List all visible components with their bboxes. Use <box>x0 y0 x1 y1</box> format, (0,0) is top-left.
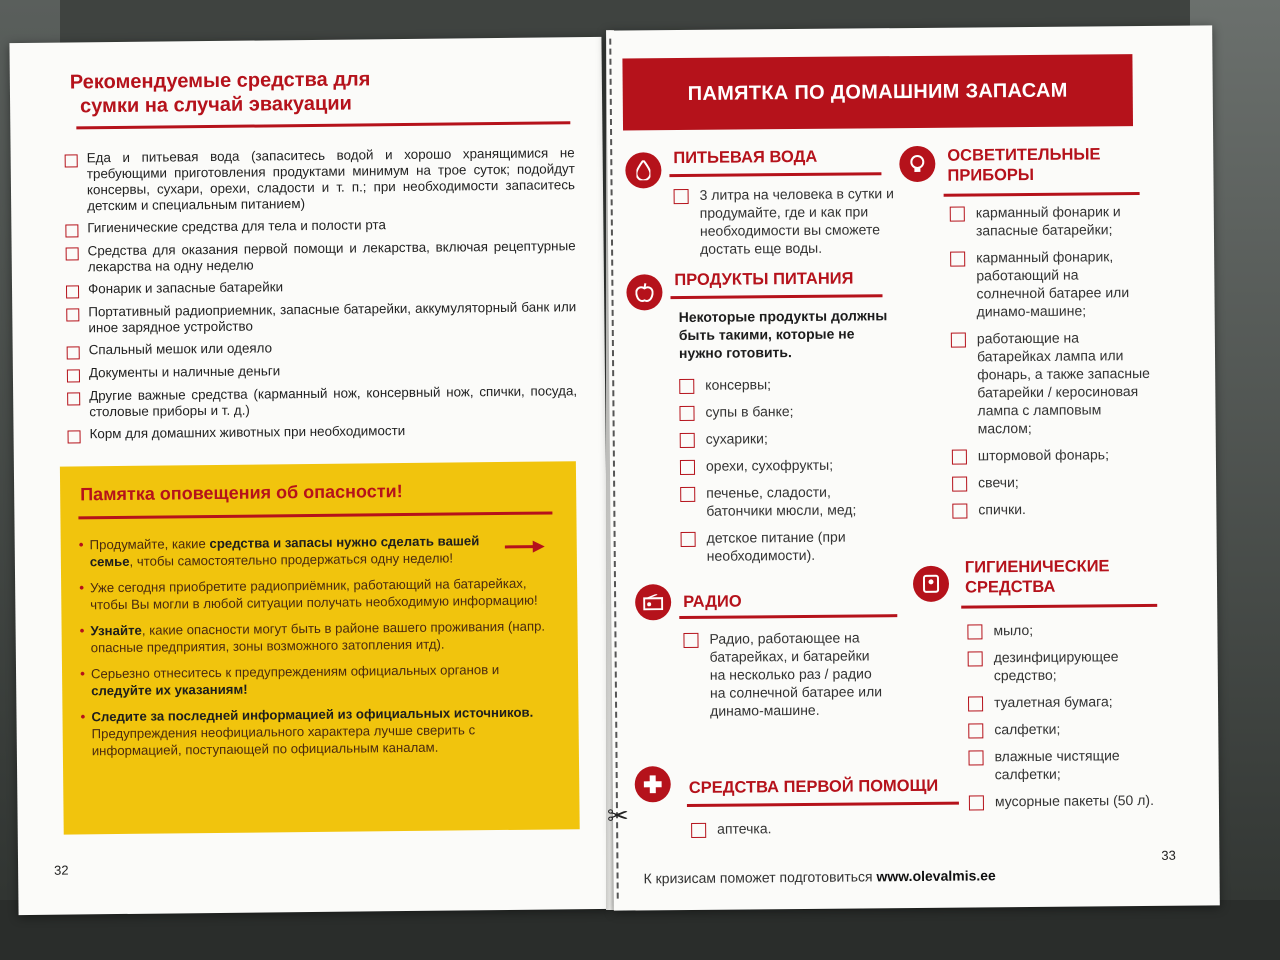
heading-line-2: сумки на случай эвакуации <box>80 92 352 118</box>
checklist-item <box>680 428 896 448</box>
checkbox[interactable] <box>680 433 695 448</box>
checkbox[interactable] <box>968 750 983 765</box>
checklist-item-text: карманный фонарик, работающий на солнечной батарее или динамо-машине; <box>976 248 1130 320</box>
checklist-item <box>67 360 577 382</box>
checkbox[interactable] <box>67 369 80 382</box>
checklist-item-text: свечи; <box>978 474 1019 491</box>
water-drop-icon <box>625 152 661 188</box>
checkbox[interactable] <box>968 696 983 711</box>
checklist-item-text: Средства для оказания первой помощи и лекарства, включая рецептурные лекарства на одну неделю <box>87 238 576 275</box>
checkbox[interactable] <box>951 333 966 348</box>
bullet-text: Узнайте, какие опасности могут быть в районе вашего проживания (напр. опасные предприятия, зоны возможного затопления итд). <box>90 618 546 656</box>
footer-text: К кризисам поможет подготовиться <box>643 868 877 887</box>
water-rule <box>669 172 881 177</box>
alert-memo-box <box>60 461 580 834</box>
water-title: ПИТЬЕВАЯ ВОДА <box>673 147 818 168</box>
checklist-item <box>968 746 1158 784</box>
checklist-item <box>679 374 895 394</box>
alert-bullet <box>79 575 549 614</box>
checklist-item <box>67 337 577 359</box>
checklist-item-text: влажные чистящие салфетки; <box>994 747 1120 783</box>
checkbox[interactable] <box>66 247 79 260</box>
checklist-item <box>951 328 1152 438</box>
first-aid-cross-icon <box>635 766 671 802</box>
alert-bullet <box>80 703 551 759</box>
checkbox[interactable] <box>968 651 983 666</box>
hygiene-title <box>965 556 1110 597</box>
checkbox[interactable] <box>65 154 78 167</box>
alert-memo-title: Памятка оповещения об опасности! <box>80 481 403 505</box>
checkbox[interactable] <box>952 504 967 519</box>
food-note: Некоторые продукты должны быть такими, которые не нужно готовить. <box>678 307 888 362</box>
checkbox[interactable] <box>952 450 967 465</box>
lighting-title <box>947 144 1101 185</box>
checkbox[interactable] <box>680 487 695 502</box>
hygiene-title-line-2: СРЕДСТВА <box>964 577 1056 597</box>
checklist-item-text: карманный фонарик и запасные батарейки; <box>975 203 1121 239</box>
checkbox[interactable] <box>68 430 81 443</box>
checklist-item-text: печенье, сладости, батончики мюсли, мед; <box>706 483 857 519</box>
checklist-item-text: аптечка. <box>717 820 772 837</box>
light-bulb-icon <box>899 146 935 182</box>
bullet-dot: • <box>79 622 85 639</box>
checklist-item-text: Фонарик и запасные батарейки <box>87 279 284 297</box>
heading-line-1: Рекомендуемые средства для <box>69 68 371 94</box>
bullet-dot: • <box>79 665 86 682</box>
food-list <box>679 374 897 574</box>
checklist-item-text: работающие на батарейках лампа или фонарь, а также запасные батарейки / керосиновая лампа с ламповым маслом; <box>976 329 1150 437</box>
checkbox[interactable] <box>680 460 695 475</box>
checklist-item-text: мыло; <box>993 621 1034 639</box>
footer <box>644 867 996 886</box>
checklist-item <box>65 215 575 237</box>
radio-title: РАДИО <box>683 592 742 612</box>
checkbox[interactable] <box>968 723 983 738</box>
food-title: ПРОДУКТЫ ПИТАНИЯ <box>674 269 854 290</box>
first-aid-list <box>691 818 891 847</box>
checklist-item-text: детское питание (при необходимости). <box>706 528 846 564</box>
checkbox[interactable] <box>679 379 694 394</box>
checklist-item-text: салфетки; <box>994 720 1061 738</box>
food-rule <box>670 294 882 299</box>
evacuation-checklist <box>65 145 578 449</box>
bullet-text: Серьезно отнеситесь к предупреждениям официальных органов и следуйте их указаниям! <box>90 662 500 699</box>
right-page <box>606 25 1220 910</box>
checkbox[interactable] <box>67 392 80 405</box>
page-number-right: 33 <box>1161 847 1176 863</box>
checklist-item <box>952 445 1152 465</box>
checklist-item-text: мусорные пакеты (50 л). <box>994 791 1154 810</box>
checklist-item <box>968 647 1158 685</box>
hygiene-title-line-1: ГИГИЕНИЧЕСКИЕ <box>964 557 1110 577</box>
page-number-left: 32 <box>54 862 69 878</box>
bullet-text: Продумайте, какие средства и запасы нужно сделать вашей семье, чтобы самостоятельно продержаться одну неделю! <box>89 533 480 570</box>
home-supplies-banner: ПАМЯТКА ПО ДОМАШНИМ ЗАПАСАМ <box>622 54 1133 130</box>
checkbox[interactable] <box>67 346 80 359</box>
checklist-item-text: Корм для домашних животных при необходимости <box>89 423 406 442</box>
alert-memo-rule <box>78 511 552 519</box>
checklist-item-text: Еда и питьевая вода (запаситесь водой и хорошо хранящимися не требующими приготовления продуктами минимум на трое суток; подойдут консервы, сухари, орехи, сладости и т. п.; при необходимости запаситесь детским и специальным питанием) <box>86 145 576 214</box>
checkbox[interactable] <box>950 252 965 267</box>
evacuation-bag-heading <box>70 65 570 118</box>
alert-bullets <box>79 532 551 769</box>
checkbox[interactable] <box>691 823 706 838</box>
checklist-item-text: Портативный радиоприемник, запасные батарейки, аккумуляторный банк или иное зарядное устройство <box>88 299 577 336</box>
checklist-item-text: дезинфицирующее средство; <box>993 648 1119 684</box>
left-page <box>9 37 610 915</box>
checklist-item <box>952 472 1152 492</box>
checklist-item <box>950 247 1151 321</box>
checkbox[interactable] <box>967 624 982 639</box>
checklist-item-text: супы в банке; <box>705 403 794 420</box>
bullet-dot: • <box>78 536 84 553</box>
checklist-item <box>969 791 1159 811</box>
alert-bullet <box>79 532 549 571</box>
checklist-item <box>67 383 577 420</box>
checklist-item <box>680 455 896 475</box>
checklist-item-text: Другие важные средства (карманный нож, консервный нож, спички, посуда, столовые приборы и т. д.) <box>89 383 578 420</box>
bullet-dot: • <box>79 579 85 596</box>
checklist-item <box>683 628 884 720</box>
heading-rule <box>76 121 570 129</box>
checkbox[interactable] <box>952 477 967 492</box>
checklist-item-text: туалетная бумага; <box>993 693 1113 711</box>
checklist-item-text: сухарики; <box>705 430 768 447</box>
checklist-item <box>66 238 576 275</box>
checklist-item <box>680 482 896 520</box>
checkbox[interactable] <box>679 406 694 421</box>
radio-rule <box>679 614 897 619</box>
checklist-item <box>66 299 576 336</box>
alert-bullet <box>80 660 550 699</box>
checklist-item-text: консервы; <box>705 376 772 393</box>
checkbox[interactable] <box>66 308 79 321</box>
lighting-rule <box>944 192 1140 197</box>
lighting-title-line-2: ПРИБОРЫ <box>947 165 1035 185</box>
apple-icon <box>626 274 662 310</box>
checklist-item-text: штормовой фонарь; <box>977 446 1110 464</box>
bullet-text: Следите за последней информацией из официальных источников. Предупреждения неофициального характера лучше сверить с информацией, поступающей по официальным каналам. <box>91 704 534 759</box>
radio-icon <box>635 584 671 620</box>
lighting-title-line-1: ОСВЕТИТЕЛЬНЫЕ <box>947 145 1101 165</box>
checklist-item-text: орехи, сухофрукты; <box>705 456 834 474</box>
bullet-dot: • <box>80 708 86 725</box>
scissors-icon: ✂ <box>606 800 629 831</box>
checklist-item-text: 3 литра на человека в сутки и продумайте, где и как при необходимости вы сможете достать еще воды. <box>699 185 894 257</box>
checklist-item-text: Спальный мешок или одеяло <box>88 340 273 358</box>
checkbox[interactable] <box>969 795 984 810</box>
bullet-text: Уже сегодня приобретите радиоприёмник, работающий на батарейках, чтобы Вы могли в любой ситуации получать необходимую информацию! <box>89 575 538 613</box>
checkbox[interactable] <box>950 207 965 222</box>
footer-link[interactable]: www.olevalmis.ee <box>876 867 996 885</box>
checklist-item <box>65 145 576 214</box>
checkbox[interactable] <box>674 189 689 204</box>
checklist-item-text: Документы и наличные деньги <box>88 363 281 381</box>
checkbox[interactable] <box>683 633 698 648</box>
checkbox[interactable] <box>65 224 78 237</box>
toilet-paper-icon <box>913 566 949 602</box>
first-aid-title: СРЕДСТВА ПЕРВОЙ ПОМОЩИ <box>688 776 939 797</box>
alert-bullet <box>80 617 550 656</box>
checklist-item-text: Гигиенические средства для тела и полости рта <box>87 217 387 236</box>
radio-list <box>683 628 884 729</box>
checklist-item-text: спички. <box>978 501 1026 518</box>
checklist-item <box>681 527 897 565</box>
checklist-item <box>950 202 1150 240</box>
checklist-item <box>952 499 1152 519</box>
checklist-item <box>67 421 577 443</box>
checklist-item <box>679 401 895 421</box>
checklist-item <box>691 818 891 838</box>
checkbox[interactable] <box>66 285 79 298</box>
checklist-item <box>968 719 1158 739</box>
checklist-item-text: Радио, работающее на батарейках, и батарейки на несколько раз / радио на солнечной батарее или динамо-машине. <box>709 629 883 719</box>
hygiene-rule <box>961 604 1157 609</box>
checklist-item <box>66 276 576 298</box>
hygiene-list <box>967 620 1159 820</box>
lighting-list <box>950 202 1153 528</box>
water-list <box>674 184 897 267</box>
checklist-item <box>674 184 897 258</box>
checkbox[interactable] <box>681 532 696 547</box>
first-aid-rule <box>687 802 959 807</box>
checklist-item <box>968 692 1158 712</box>
checklist-item <box>967 620 1157 640</box>
